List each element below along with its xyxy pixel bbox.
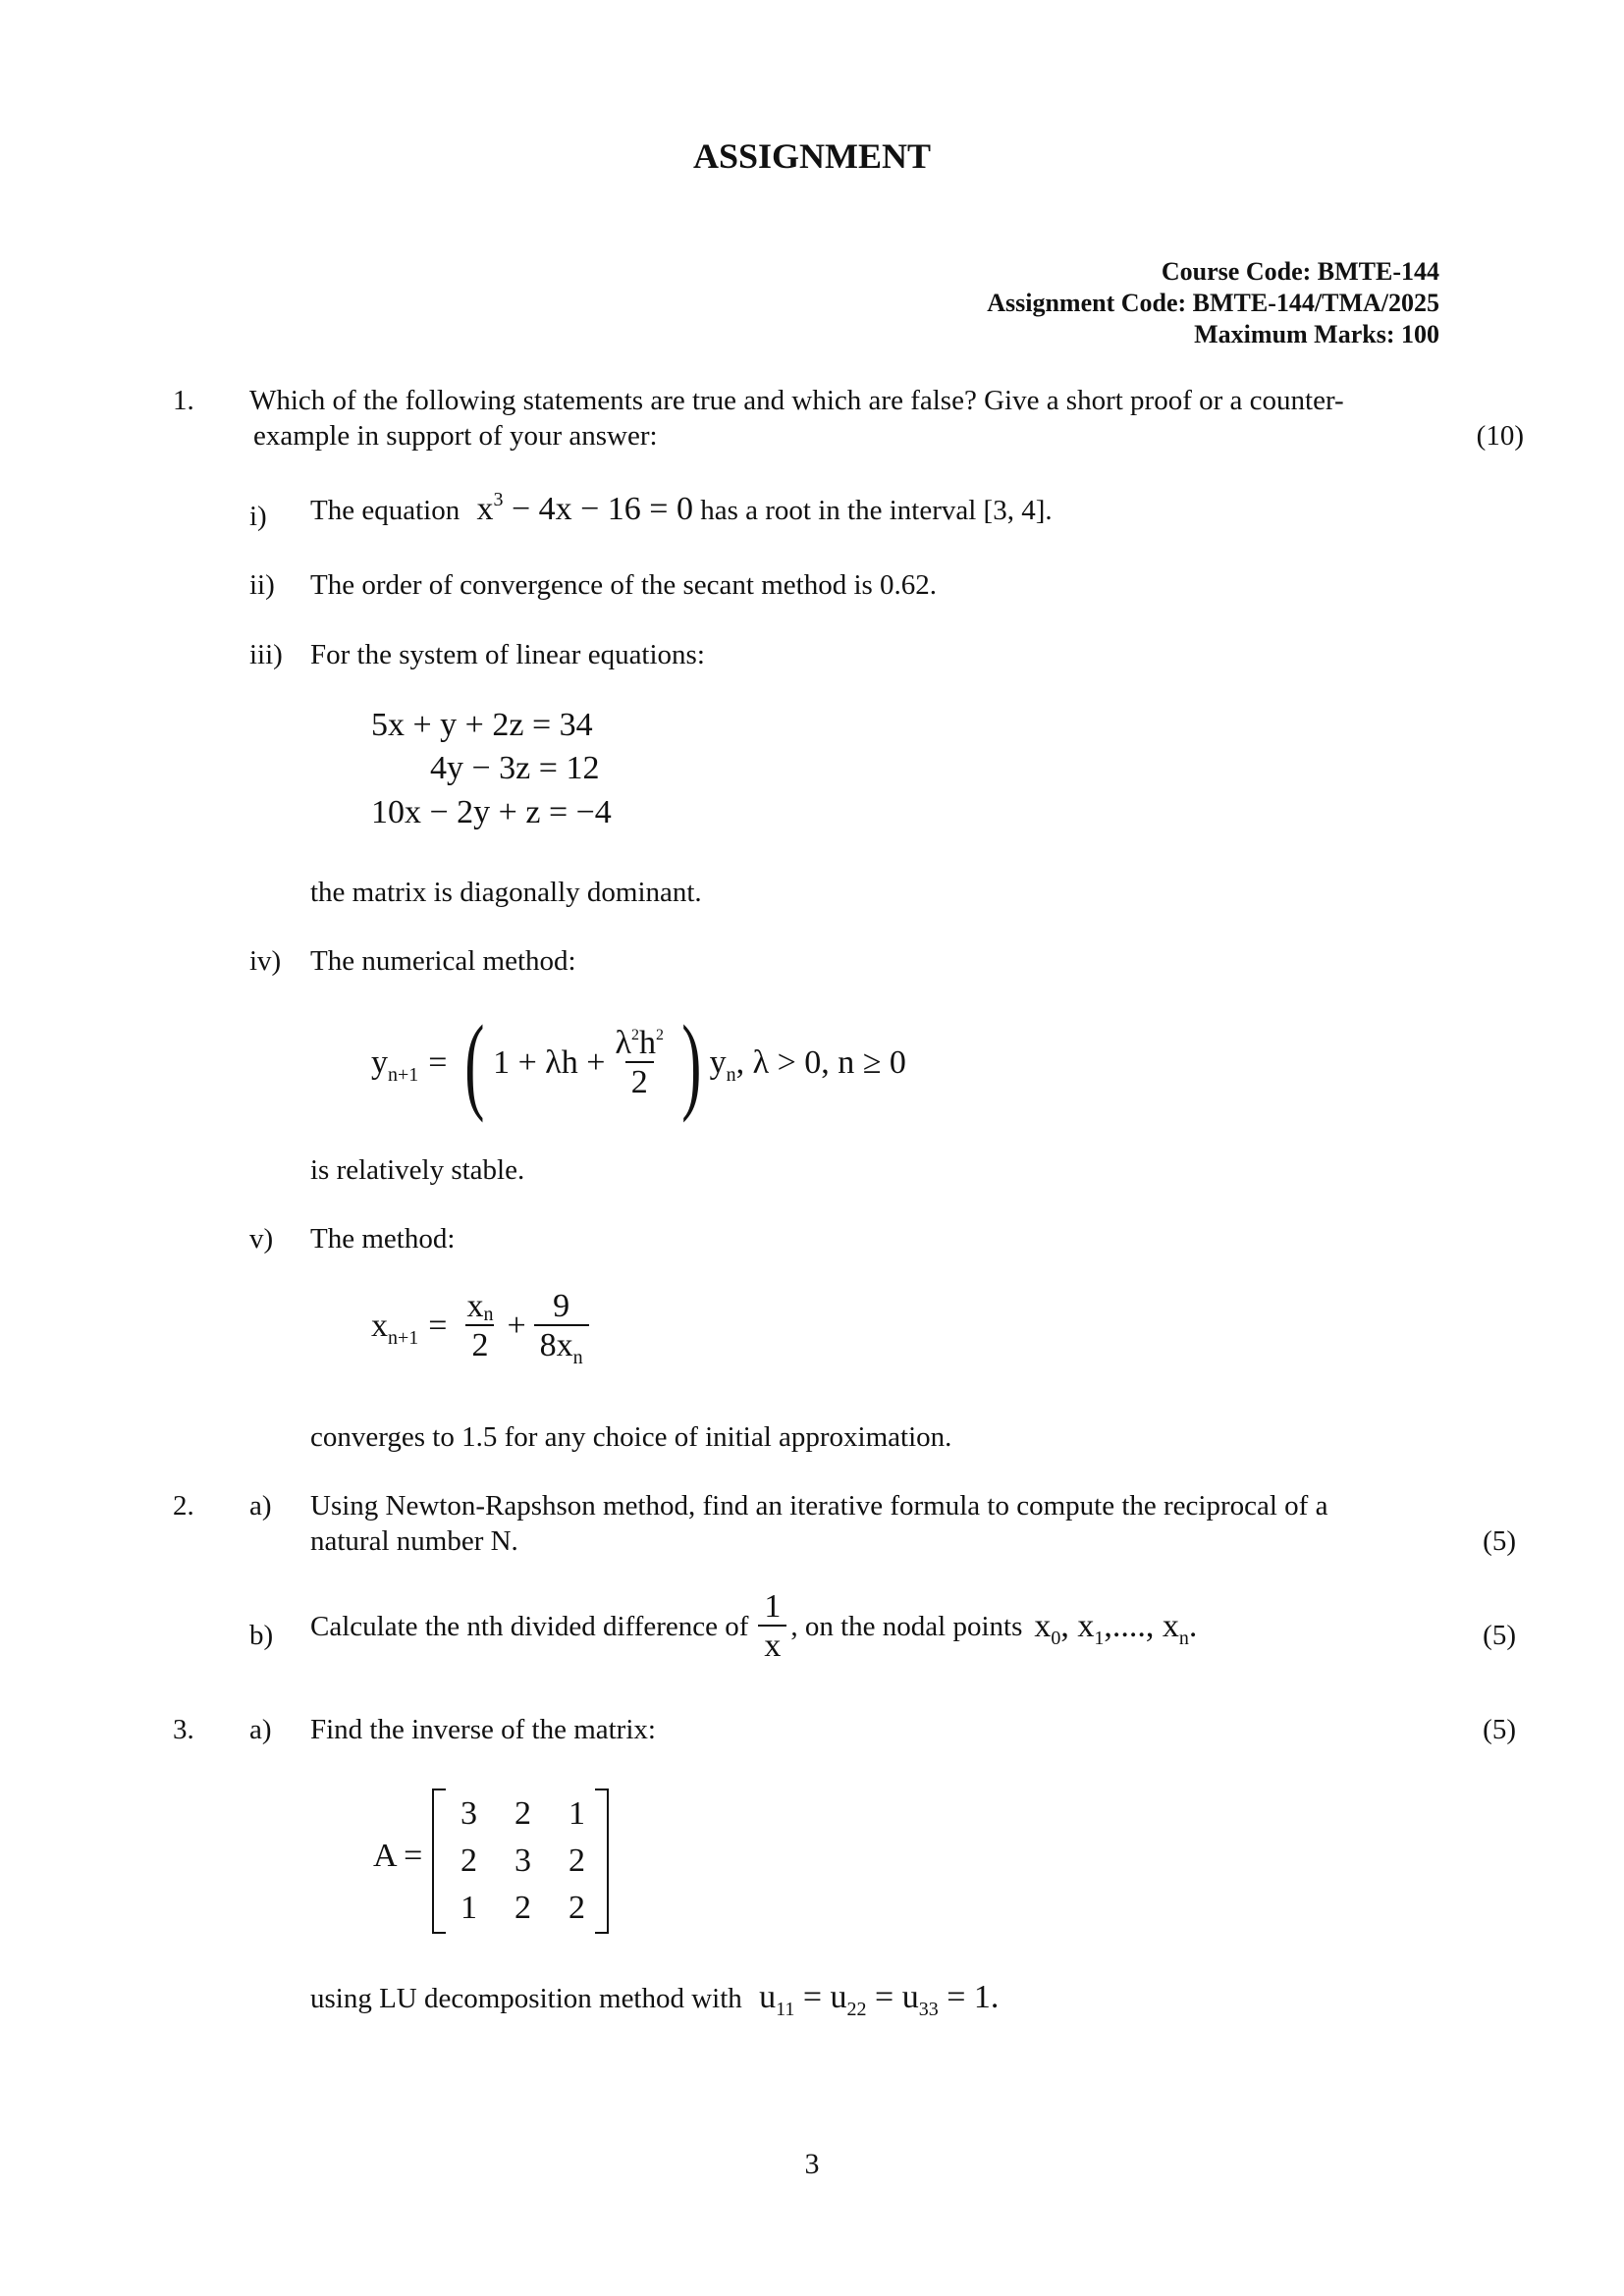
- q2-b-text: [310, 1588, 1197, 1665]
- q3-a-marks: (5): [1483, 1714, 1516, 1745]
- q2-b-pre: Calculate the nth divided difference of: [310, 1610, 749, 1642]
- q1-i-text: [310, 491, 1053, 528]
- q2-a-line1: Using Newton-Rapshson method, find an iterative formula to compute the reciprocal of a: [310, 1490, 1328, 1522]
- q1-i-label: i): [249, 501, 267, 532]
- q1-marks: (10): [1476, 420, 1524, 452]
- q1-iii-eq3: 10x − 2y + z = −4: [371, 794, 612, 830]
- q1-iv-formula: $y_{n+1}$ = ( 1 + λh + $\frac{\lambda^2h^2}{2}$ ) $y_n$, λ > 0, n ≥ 0: [371, 1003, 906, 1123]
- lu-condition: $u_{11} = u_{22} = u_{33} = 1$.: [759, 1979, 1000, 2020]
- matrix-row: 3 2 1: [460, 1795, 585, 1832]
- page-title: ASSIGNMENT: [692, 136, 932, 176]
- q1-v-text: The method:: [310, 1223, 456, 1255]
- q2-b-marks: (5): [1483, 1620, 1516, 1651]
- q3-a-after: [310, 1979, 1000, 2020]
- assignment-code: Assignment Code: BMTE-144/TMA/2025: [987, 289, 1439, 317]
- matrix-a: [442, 1790, 604, 1932]
- q1-iii-text: For the system of linear equations:: [310, 639, 705, 670]
- q3-a-after-text: using LU decomposition method with: [310, 1983, 742, 2014]
- q2-a-label: a): [249, 1490, 272, 1522]
- q1-number: 1.: [173, 385, 194, 416]
- q2-a-marks: (5): [1483, 1525, 1516, 1557]
- q2-b-mid: , on the nodal points: [790, 1610, 1023, 1642]
- q1-ii-label: ii): [249, 569, 275, 601]
- matrix-label: A =: [373, 1838, 423, 1874]
- q2-b-fraction: $\frac{1}{x}$: [758, 1588, 786, 1665]
- q1-i-pre: The equation: [310, 495, 460, 526]
- q1-ii-text: The order of convergence of the secant method is 0.62.: [310, 569, 938, 601]
- q1-v-label: v): [249, 1223, 274, 1255]
- q3-number: 3.: [173, 1714, 194, 1745]
- q1-v-formula: $x_{n+1}$ = $\frac{xn}{2}$ + $\frac{9}{8x_n}$: [371, 1288, 593, 1364]
- matrix-row: 1 2 2: [460, 1890, 585, 1926]
- q3-a-label: a): [249, 1714, 272, 1745]
- course-code: Course Code: BMTE-144: [1161, 257, 1439, 286]
- q2-b-nodes: $x_0$, $x_1$,...., $x_n$.: [1034, 1608, 1198, 1650]
- q2-b-label: b): [249, 1620, 274, 1651]
- q2-a-line2: natural number N.: [310, 1525, 518, 1557]
- q1-iv-label: iv): [249, 945, 282, 977]
- q1-iii-label: iii): [249, 639, 283, 670]
- matrix-row: 2 3 2: [460, 1842, 585, 1879]
- q2-number: 2.: [173, 1490, 194, 1522]
- q1-v-after: converges to 1.5 for any choice of initial approximation.: [310, 1421, 952, 1453]
- q1-iii-after: the matrix is diagonally dominant.: [310, 877, 702, 908]
- q1-iii-eq1: 5x + y + 2z = 34: [371, 707, 593, 743]
- q1-i-equation: $x^3 - 4x - 16 = 0$: [476, 489, 693, 527]
- page-number: 3: [804, 2148, 820, 2180]
- q1-iv-text: The numerical method:: [310, 945, 576, 977]
- q3-a-text: Find the inverse of the matrix:: [310, 1714, 656, 1745]
- q1-iv-after: is relatively stable.: [310, 1154, 525, 1186]
- q1-i-post: has a root in the interval [3, 4].: [700, 495, 1053, 526]
- matrix-right-bracket: [595, 1789, 609, 1934]
- q1-text-line1: Which of the following statements are true and which are false? Give a short proof or a counter-: [249, 385, 1344, 416]
- maximum-marks: Maximum Marks: 100: [1194, 320, 1439, 348]
- q1-text-line2: example in support of your answer:: [253, 420, 658, 452]
- q1-iii-eq2: 4y − 3z = 12: [430, 750, 600, 786]
